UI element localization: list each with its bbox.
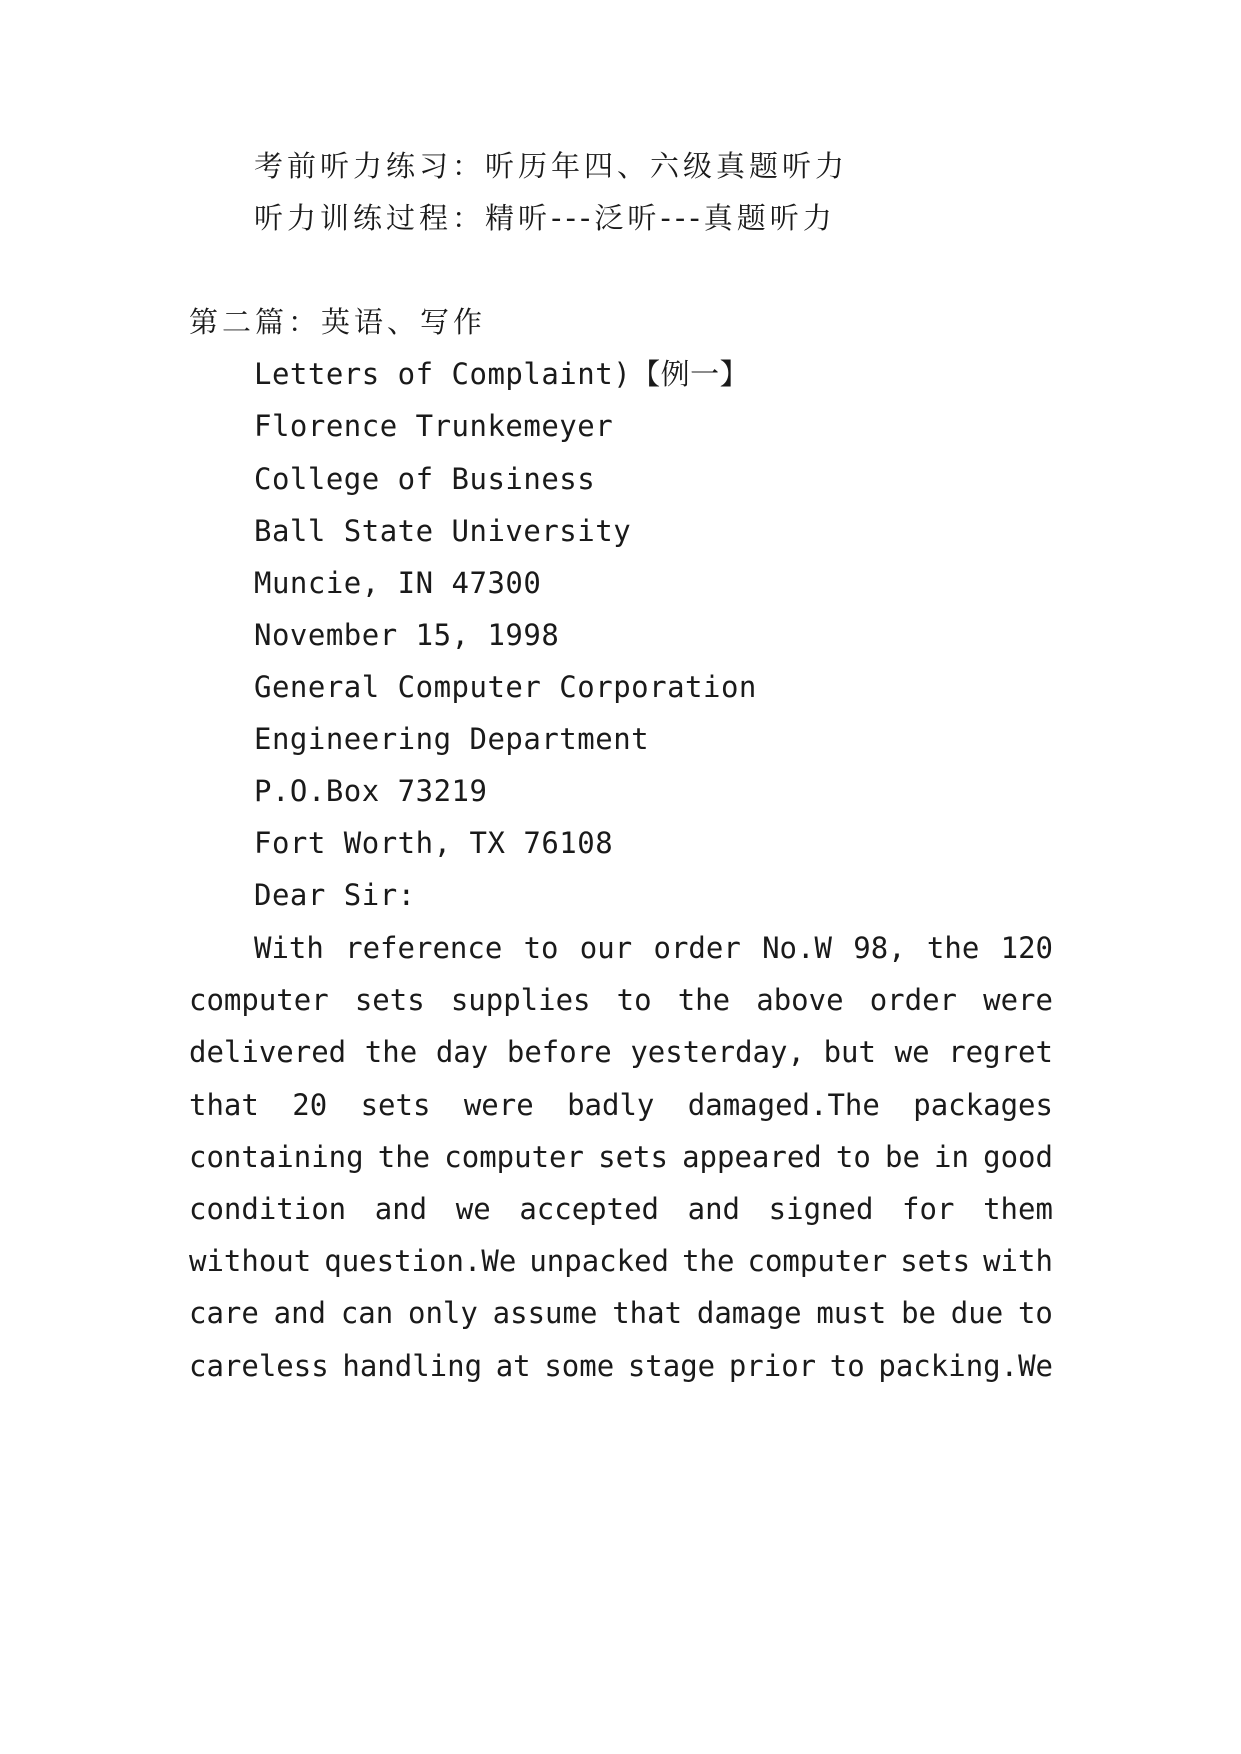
- sender-name: Florence Trunkemeyer: [254, 409, 614, 443]
- sender-city: Muncie, IN 47300: [254, 566, 542, 600]
- body-line: computer sets supplies to the above order were: [189, 983, 1053, 1017]
- recipient-department: Engineering Department: [254, 722, 650, 756]
- body-line: containing the computer sets appeared to be in good: [189, 1140, 1053, 1174]
- letter-date: November 15, 1998: [254, 618, 560, 652]
- body-line: delivered the day before yesterday, but we regret: [189, 1035, 1053, 1069]
- sender-university: Ball State University: [254, 514, 632, 548]
- sender-college: College of Business: [254, 462, 596, 496]
- salutation: Dear Sir:: [254, 878, 416, 912]
- body-line: that 20 sets were badly damaged.The packages: [189, 1088, 1053, 1122]
- body-line: care and can only assume that damage must be due to: [189, 1296, 1053, 1330]
- body-line: careless handling at some stage prior to packing.We: [189, 1349, 1053, 1383]
- intro-line-2: 听力训练过程：精听---泛听---真题听力: [254, 201, 836, 235]
- body-line: With reference to our order No.W 98, the 120: [254, 931, 1053, 965]
- recipient-box: P.O.Box 73219: [254, 774, 488, 808]
- letter-title: Letters of Complaint)【例一】: [254, 357, 750, 391]
- section-heading: 第二篇：英语、写作: [189, 305, 487, 339]
- recipient-city: Fort Worth, TX 76108: [254, 826, 614, 860]
- recipient-company: General Computer Corporation: [254, 670, 757, 704]
- intro-line-1: 考前听力练习：听历年四、六级真题听力: [254, 149, 849, 183]
- body-line: condition and we accepted and signed for them: [189, 1192, 1053, 1226]
- body-line: without question.We unpacked the computer sets with: [189, 1244, 1053, 1278]
